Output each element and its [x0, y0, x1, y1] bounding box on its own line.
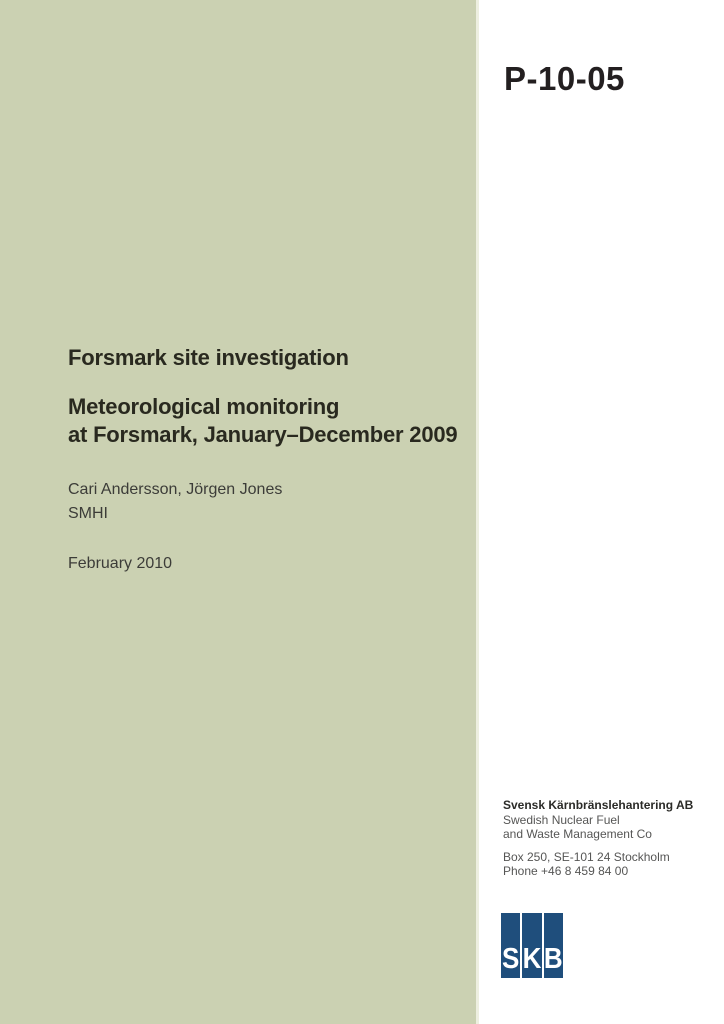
skb-logo-bar-2 [522, 913, 541, 978]
affiliation: SMHI [68, 505, 108, 522]
skb-logo-icon [501, 913, 563, 978]
main-title-line2: at Forsmark, January–December 2009 [68, 422, 458, 447]
publisher-name-en-line1: Swedish Nuclear Fuel [503, 812, 620, 827]
footer-spacer [503, 842, 703, 850]
skb-logo-letter-b: B [543, 941, 563, 975]
publisher-address-block [503, 798, 703, 879]
skb-logo-letter-k: K [522, 941, 542, 975]
publication-date: February 2010 [68, 555, 173, 572]
main-title-line1: Meteorological monitoring [68, 394, 340, 419]
publisher-address: Box 250, SE-101 24 Stockholm [503, 849, 670, 864]
section-title: Forsmark site investigation [68, 345, 349, 370]
report-number: P-10-05 [504, 60, 625, 97]
publisher-name-en-line2: and Waste Management Co [503, 827, 652, 841]
publisher-name: Svensk Kärnbränslehantering AB [503, 798, 694, 812]
publisher-phone: Phone +46 8 459 84 00 [503, 864, 629, 878]
title-block [68, 344, 468, 449]
skb-logo-letter-s: S [501, 941, 520, 975]
skb-logo-bar-1 [501, 913, 520, 978]
main-title [68, 393, 468, 449]
authors: Cari Andersson, Jörgen Jones [68, 481, 283, 498]
author-block [68, 478, 282, 526]
skb-logo-bar-3 [544, 913, 563, 978]
